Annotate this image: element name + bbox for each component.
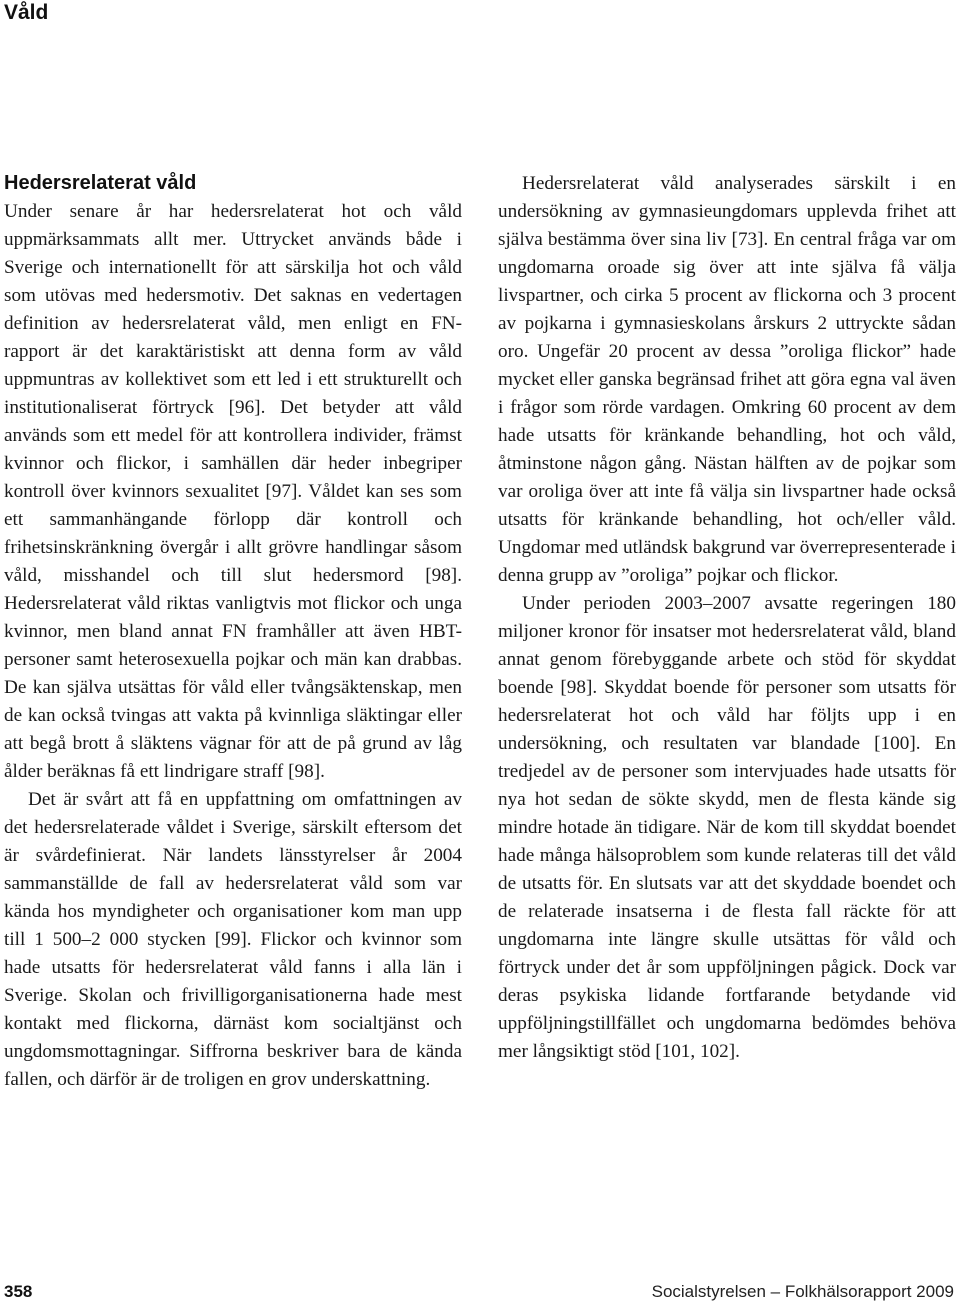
right-column xyxy=(498,170,956,1066)
body-paragraph: Under senare år har hedersrelaterat hot och våld uppmärksammats allt mer. Uttrycket används både i Sverige och internationellt för att särskilja hot och våld som utövas med hedersmotiv. Det saknas en vedertagen definition av hedersrelaterat våld, men enligt en FN-rapport är det karaktäristiskt att denna form av våld uppmuntras av kollektivet som ett led i ett strukturellt och institutionaliserat förtryck [96]. Det betyder att våld används som ett medel för att kontrollera individer, främst kvinnor och flickor, i samhällen där heder inbegriper kontroll över kvinnors sexualitet [97]. Våldet kan ses som ett sammanhängande förlopp där kontroll och frihetsinskränkning övergår i allt grövre handlingar såsom våld, misshandel och till slut hedersmord [98]. Hedersrelaterat våld riktas vanligtvis mot flickor och unga kvinnor, men bland annat FN framhåller att även HBT-personer samt heterosexuella pojkar och män kan drabbas. De kan själva utsättas för våld eller tvångsäktenskap, men de kan också tvingas att vakta på kvinnliga släktingar eller att begå brott å släktens vägnar för att de på grund av låg ålder beräknas få ett lindrigare straff [98]. xyxy=(4,201,462,782)
running-head-title: Våld xyxy=(4,1,49,24)
body-paragraph: Under perioden 2003–2007 avsatte regeringen 180 miljoner kronor för insatser mot hedersrelaterat våld, bland annat genom förebyggande arbete och stöd för skyddat boende [98]. Skyddat boende för personer som utsatts för hedersrelaterat hot och våld har följts upp i en undersökning, och resultaten var blandade [100]. En tredjedel av de personer som intervjuades hade utsatts för nya hot sedan de sökte skydd, men de flesta kände sig mindre hotade än tidigare. När de kom till skyddat boendet hade många hälsoproblem som kunde relateras till det våld de utsatts för. En slutsats var att det skyddade boendet och de relaterade insatserna i de flesta fall räckte för att ungdomarna inte längre skulle utsättas för våld och förtryck under det år som uppföljningen pågick. Dock var deras psykiska lidande fortfarande betydande vid uppföljningstillfället och ungdomarna bedömdes behöva mer långsiktigt stöd [101, 102]. xyxy=(498,593,956,1062)
page-number: 358 xyxy=(4,1282,33,1301)
left-column xyxy=(4,170,462,1094)
body-paragraph: Hedersrelaterat våld analyserades särskilt i en undersökning av gymnasieungdomars upplevda frihet att själva bestämma över sina liv [73]. En central fråga var om ungdomarna oroade sig över att inte själva få välja livspartner, och cirka 5 procent av flickorna och 3 procent av pojkarna i gymnasieskolans årskurs 2 uttryckte sådan oro. Ungefär 20 procent av dessa ”oroliga flickor” hade mycket eller ganska begränsad frihet att göra egna val även i frågor som rörde vardagen. Omkring 60 procent av dem hade utsatts för kränkande behandling, hot och våld, åtminstone någon gång. Nästan hälften av de pojkar som var oroliga över att inte få välja sin livspartner hade också utsatts för kränkande behandling, hot och/eller våld. Ungdomar med utländsk bakgrund var överrepresenterade i denna grupp av ”oroliga” pojkar och flickor. xyxy=(498,173,956,586)
publication-title: Socialstyrelsen – Folkhälsorapport 2009 xyxy=(651,1282,954,1301)
section-heading: Hedersrelaterat våld xyxy=(4,172,197,194)
page-footer xyxy=(0,1280,960,1304)
body-paragraph: Det är svårt att få en uppfattning om omfattningen av det hedersrelaterade våldet i Sverige, särskilt eftersom det är svårdefinierat. När landets länsstyrelser år 2004 sammanställde de fall av hedersrelaterat våld som var kända hos myndigheter och organisationer kom man upp till 1 500–2 000 stycken [99]. Flickor och kvinnor som hade utsatts för hedersrelaterat våld fanns i alla län i Sverige. Skolan och frivilligorganisationerna hade mest kontakt med flickorna, därnäst kom socialtjänst och ungdomsmottagningar. Siffrorna beskriver bara de kända fallen, och därför är de troligen en grov underskattning. xyxy=(4,789,462,1090)
